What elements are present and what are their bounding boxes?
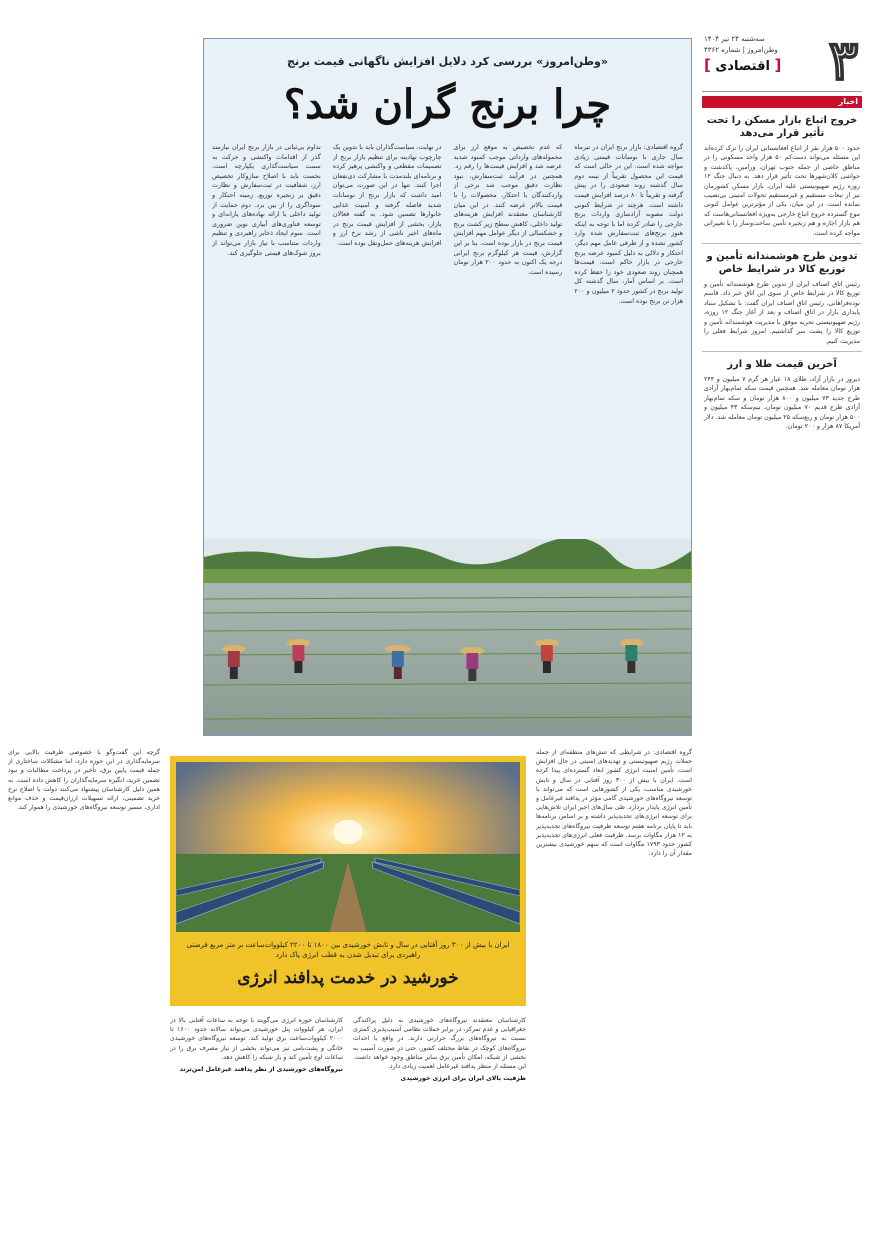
issue-meta (704, 34, 781, 74)
article-column (353, 1016, 526, 1235)
sidebar-column (702, 30, 862, 1235)
article-column: گروه اقتصادی: بازار برنج ایران در تیرماه سال جاری با نوسانات قیمتی زیادی مواجه شده است. این در حالی است که قیمت این محصول تقریباً از نیمه دوم سال گذشته روند صعودی را در پیش گرفته و تقریباً تا ۸۰ درصد افزایش قیمت داشته است. هرچند در شرایط کنونی دولت مصوبه آزادسازی واردات برنج خارجی را صادر کرده اما با توجه به اینکه هنوز برنج‌های ثبت‌سفارش شده وارد کشور نشده و از طرفی عامل مهم دیگر، احتکار و دلالی به دلیل کمبود عرضه برنج خارجی در بازار حاکم است، قیمت‌ها همچنان روند صعودی خود را حفظ کرده است. بر اساس آمار، سال گذشته کل تولید برنج در کشور حدود ۲ میلیون و ۲۰۰ هزار تن برنج بوده است. (574, 143, 683, 305)
solar-feature-box (170, 756, 526, 1006)
issue-date: سه‌شنبه ۲۴ تیر ۱۴۰۴ (704, 35, 765, 43)
article-text: کارشناسان معتقدند نیروگاه‌های خورشیدی به دلیل پراکندگی جغرافیایی و عدم تمرکز، در برابر حملات نظامی آسیب‌پذیری کمتری نسبت به نیروگاه‌های بزرگ حرارتی دارند. در واقع با احداث نیروگاه‌های کوچک در نقاط مختلف کشور، حتی در صورت آسیب به بخشی از شبکه، امکان تأمین برق سایر مناطق وجود خواهد داشت. این مسئله از منظر پدافند غیرعامل اهمیت زیادی دارد. (353, 1017, 526, 1071)
article-text: کارشناسان حوزه انرژی می‌گویند با توجه به ساعات آفتابی بالا در ایران، هر کیلووات پنل خورشیدی می‌تواند سالانه حدود ۱۶۰۰ تا ۲۰۰۰ کیلووات‌ساعت برق تولید کند. توسعه نیروگاه‌های خورشیدی خانگی و پشت‌بامی نیز می‌تواند بخشی از نیاز مصرف برق را در ساعات اوج تأمین کند و بار شبکه را کاهش دهد. (170, 1017, 343, 1061)
energy-article-left-column: گرچه این گفت‌وگو با خصوصی ظرفیت بالایی برای سرمایه‌گذاری در این حوزه دارد، اما مشکلات ساختاری از جمله قیمت پایین برق، تأخیر در پرداخت مطالبات و نبود تضمین خرید، انگیزه سرمایه‌گذاران را کاهش داده است. به همین دلیل کارشناسان پیشنهاد می‌کنند دولت با اصلاح نرخ خرید تضمینی، ارائه تسهیلات ارزان‌قیمت و حذف موانع اداری، مسیر توسعه نیروگاه‌های خورشیدی را هموار کند. (8, 749, 160, 812)
sidebar-story-title[interactable]: تدوین طرح هوشمندانه تأمین و توزیع کالا در شرایط خاص (706, 251, 858, 276)
rice-field-illustration (204, 539, 691, 735)
rice-field-photo (204, 539, 691, 735)
solar-panel-photo (176, 762, 520, 932)
article-column (170, 1016, 343, 1235)
solar-panel-illustration (176, 762, 520, 932)
issue-number: وطن‌امروز | شماره ۴۳۶۲ (704, 46, 778, 54)
solar-title[interactable]: خورشید در خدمت پدافند انرژی (237, 968, 459, 988)
sidebar-story-title[interactable]: آخرین قیمت طلا و ارز (727, 358, 837, 370)
sun-shape (333, 820, 362, 844)
masthead (702, 30, 862, 92)
energy-article-right-column: گروه اقتصادی: در شرایطی که تنش‌های منطقه‌ای از جمله حملات رژیم صهیونیستی و تهدیدهای امنیتی در حال افزایش است، تأمین امنیت انرژی کشور ابعاد گسترده‌ای پیدا کرده است. ایران با بیش از ۳۰۰ روز آفتابی در سال و تابش خورشیدی مناسب، یکی از کشورهایی است که می‌تواند با توسعه نیروگاه‌های خورشیدی گامی مؤثر در پدافند غیرعامل و تأمین انرژی پایدار بردارد. طی سال‌های اخیر ایران تلاش‌هایی برای توسعه انرژی‌های تجدیدپذیر داشته و بر اساس برنامه‌ها باید تا پایان برنامه هفتم توسعه ظرفیت نیروگاه‌های تجدیدپذیر به ۱۲ هزار مگاوات برسد. ظرفیت فعلی انرژی‌های تجدیدپذیر کشور حدود ۱۷۹۳ مگاوات است که سهم خورشیدی بیشترین مقدار آن را دارد. (536, 749, 692, 858)
article-column: که عدم تخصیص به موقع ارز برای محموله‌های وارداتی موجب کمبود شدید عرضه شد و افزایش قیمت‌ها را رقم زد. همچنین در فرآیند ثبت‌سفارش، نبود نظارت دقیق موجب شد برخی از واردکنندگان با احتکار، محصولات را با قیمت بالاتر عرضه کنند. در این میان کارشناسان معتقدند افزایش هزینه‌های تولید داخلی، کاهش سطح زیر کشت برنج و خشکسالی از دیگر عوامل مهم افزایش قیمت برنج در بازار بوده است. بنا بر این گزارش، قیمت هر کیلوگرم برنج ایرانی درجه یک اکنون به حدود ۲۰۰ هزار تومان رسیده است. (453, 143, 563, 276)
article-subheading: ظرفیت بالای ایران برای انرژی خورشیدی (400, 1075, 526, 1083)
article-column: در نهایت، سیاست‌گذاران باید با تدوین یک چارچوب نهادینه برای تنظیم بازار برنج از تصمیمات مقطعی و واکنشی پرهیز کرده و برنامه‌ای بلندمدت با مشارکت ذی‌نفعان اجرا کنند. تنها در این صورت می‌توان امید داشت که بازار برنج از نوسانات شدید فاصله گرفته و امنیت غذایی خانوارها تضمین شود. به گفته فعالان بازار، بخشی از افزایش قیمت برنج در ماه‌های اخیر ناشی از رشد نرخ ارز و افزایش هزینه‌های حمل‌ونقل بوده است. (332, 143, 442, 247)
energy-center-columns (170, 1016, 526, 1235)
energy-center (170, 748, 526, 1235)
energy-section (8, 748, 692, 1235)
article-column: تداوم بی‌ثباتی در بازار برنج ایران نیازمند گذر از اقدامات واکنشی و حرکت به سمت سیاست‌گذاری یکپارچه است. نخست باید با اصلاح سازوکار تخصیص ارز، شفافیت در ثبت‌سفارش و نظارت دقیق بر زنجیره توزیع، زمینه احتکار و سوداگری را از بین برد. دوم حمایت از تولید داخلی با ارائه نهاده‌های یارانه‌ای و توسعه فناوری‌های آبیاری نوین ضروری است. سوم ایجاد ذخایر راهبردی و تنظیم واردات متناسب با نیاز بازار می‌تواند از بروز شوک‌های قیمتی جلوگیری کند. (212, 143, 321, 257)
article-subheading: نیروگاه‌های خورشیدی از نظر پدافند غیرعامل امن‌ترند (179, 1066, 343, 1074)
main-article-columns (212, 143, 683, 567)
divider (702, 351, 862, 352)
solar-caption: ایران با بیش از ۳۰۰ روز آفتابی در سال و تابش خورشیدی بین ۱۸۰۰ تا ۲۲۰۰ کیلووات‌ساعت بر متر مربع فرصتی راهبردی برای تبدیل شدن به قطب انرژی پاک دارد (186, 941, 510, 959)
sidebar-story-body: دیروز در بازار آزاد، طلای ۱۸ عیار هر گرم ۷ میلیون و ۲۴۴ هزار تومان معامله شد. همچنین قیمت سکه تمام‌بهار آزادی طرح جدید ۷۳ میلیون و ۸۰۰ هزار تومان و سکه تمام‌بهار آزادی طرح قدیم ۷۰ میلیون تومان، نیم‌سکه ۴۳ میلیون و ۵۰۰ هزار تومان و ربع‌سکه ۲۵ میلیون تومان معامله شد. دلار آمریکا ۸۷ هزار و ۲۰۰ تومان. (703, 375, 861, 430)
news-section-bar: اخبار (702, 96, 862, 108)
sidebar-story-body: رئیس اتاق اصناف ایران از تدوین طرح هوشمندانه تأمین و توزیع کالا در شرایط خاص از سوی این اتاق خبر داد. قاسم نوده‌فراهانی، رئیس اتاق اصناف ایران گفت: با تشکیل ستاد پایداری بازار در اتاق اصناف و بعد از آغاز جنگ ۱۲ روزه، رژیم صهیونیستی تجربه موفق با مدیریت هوشمندانه تأمین و توزیع کالا را پشت سر گذاشتیم. امروز شرایط فعلی را مدیریت کنیم. (704, 281, 860, 345)
main-kicker: «وطن‌امروز» بررسی کرد دلایل افزایش ناگهانی قیمت برنج (287, 55, 608, 68)
page-number: ۳ (828, 28, 858, 92)
divider (702, 243, 862, 244)
section-label: [ اقتصادی ] (704, 56, 782, 74)
main-headline[interactable]: چرا برنج گران شد؟ (283, 81, 612, 128)
main-feature (203, 38, 692, 736)
sidebar-story-title[interactable]: خروج اتباع بازار مسکن را تحت تأثیر قرار می‌دهد (706, 115, 858, 139)
sidebar-story-body: حدود ۵۰۰ هزار نفر از اتباع افغانستانی ایران را ترک کرده‌اند این مسئله می‌تواند دست‌کم ۵۰ هزار واحد مسکونی را در مناطق خاصی از جمله جنوب تهران، ورامین، پاکدشت و حواشی کلان‌شهرها تحت تأثیر قرار دهد. به دنبال جنگ ۱۲ روزه رژیم صهیونیستی علیه ایران، بازار مسکن کشورمان نیز از تبعات مستقیم و غیرمستقیم تحولات امنیتی بی‌نصیب نمانده است. در این میان، یکی از مؤثرترین عوامل کنونی موج گسترده خروج اتباع خارجی به‌ویژه افغانستانی‌هاست که هم بازار اجاره و هم زنجیره تأمین ساخت‌وساز را با تغییراتی مواجه کرده است. (703, 145, 860, 237)
